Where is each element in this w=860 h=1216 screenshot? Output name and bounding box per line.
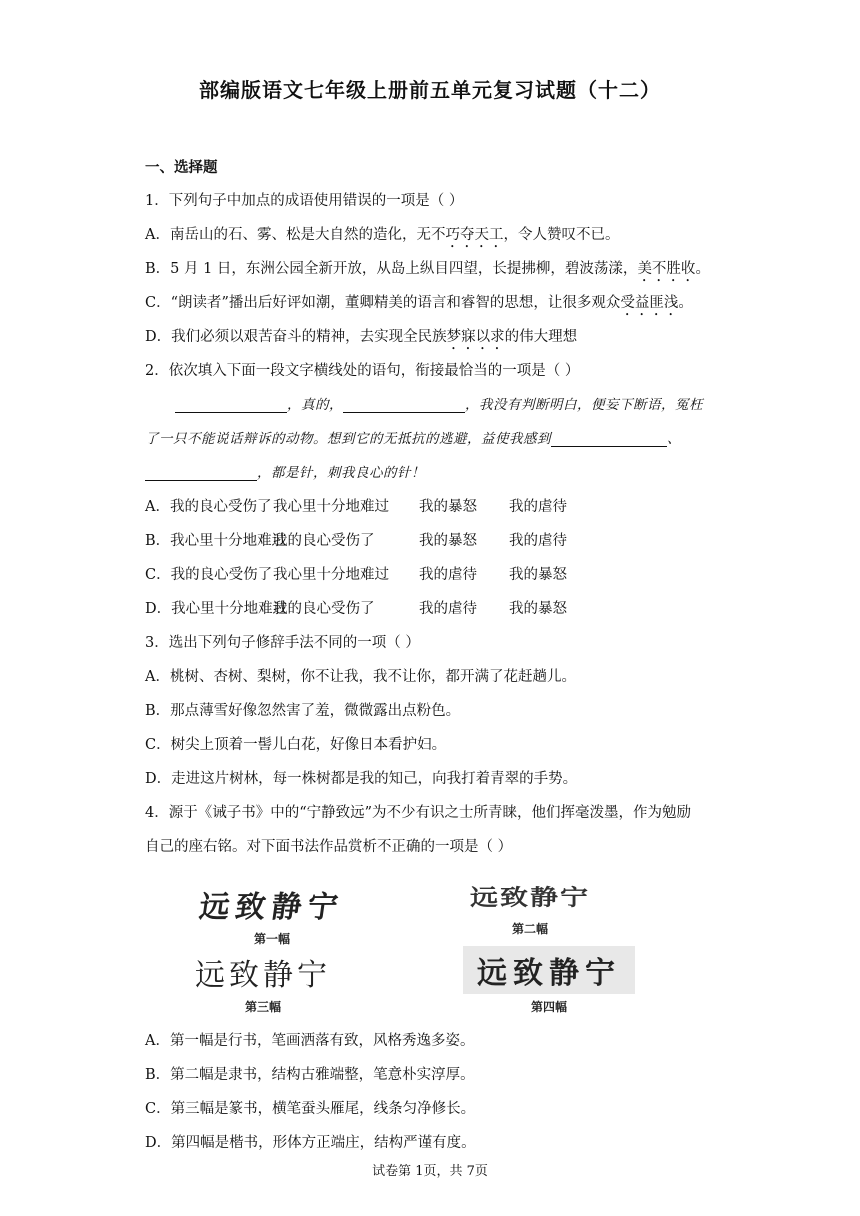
q2-option-d: D．我心里十分地难过我的良心受伤了 我的虐待 我的暴怒 [145,601,567,617]
calligraphy-panel-1: 远致静宁 第一幅 [197,890,346,946]
q2-option-a: A．我的良心受伤了 我心里十分地难过 我的暴怒 我的虐待 [145,499,567,515]
blank-2 [343,394,465,413]
q2-option-b: B．我心里十分地难过我的良心受伤了 我的暴怒 我的虐待 [145,533,567,549]
q4-option-a: A．第一幅是行书，笔画洒落有致，风格秀逸多姿。 [145,1033,475,1049]
dotted-idiom: 巧夺天工 [445,227,504,243]
q1-option-a: A．南岳山的石、雾、松是大自然的造化，无不巧夺天工，令人赞叹不已。 [145,227,620,243]
calligraphy-panel-4: 远致静宁 第四幅 [463,946,635,1015]
q3-option-a: A．桃树、杏树、梨树，你不让我，我不让你，都开满了花赶趟儿。 [145,669,576,685]
q3-option-b: B．那点薄雪好像忽然害了羞，微微露出点粉色。 [145,703,461,719]
calligraphy-panel-3: 远致静宁 第三幅 [195,958,331,1014]
calligraphy-panel-2: 远致静宁 第二幅 [470,884,591,936]
q4-stem-line2: 自己的座右铭。对下面书法作品赏析不正确的一项是（ ） [145,839,513,855]
q2-stem: 2．依次填入下面一段文字横线处的语句，衔接最恰当的一项是（ ） [145,363,580,379]
page-title: 部编版语文七年级上册前五单元复习试题（十二） [199,78,661,102]
q3-option-d: D．走进这片树林，每一株树都是我的知己，向我打着青翠的手势。 [145,771,578,787]
exam-content [145,152,725,1160]
q1-option-b: B．5 月 1 日，东洲公园全新开放，从岛上纵目四望，长提拂柳，碧波荡漾，美不胜收。 [145,261,710,277]
blank-1 [175,394,287,413]
dotted-idiom: 受益匪浅 [620,295,679,311]
q3-option-c: C．树尖上顶着一髻儿白花，好像日本看护妇。 [145,737,447,753]
blank-3 [551,428,667,447]
dotted-idiom: 梦寐以求 [446,329,505,345]
q3-stem: 3．选出下列句子修辞手法不同的一项（ ） [145,635,420,651]
section-heading: 一、选择题 [145,160,218,176]
q2-passage: ，真的， ，我没有判断明白，便妄下断语，冤枉 了一只不能说话辩诉的动物。想到它的无抵抗的逃避，益使我感到 、 ，都是针，刺我良心的针！ [145,388,725,490]
blank-4 [145,462,257,481]
q4-option-c: C．第三幅是篆书，横笔蚕头雁尾，线条匀净修长。 [145,1101,476,1117]
q1-stem: 1．下列句子中加点的成语使用错误的一项是（ ） [145,193,464,209]
dotted-idiom: 美不胜收 [637,261,696,277]
q1-option-c: C．“朗读者”播出后好评如潮，董卿精美的语言和睿智的思想，让很多观众受益匪浅。 [145,295,693,311]
q2-option-c: C．我的良心受伤了我心里十分地难过 我的虐待 我的暴怒 [145,567,567,583]
q4-stem-line1: 4．源于《诫子书》中的“宁静致远”为不少有识之士所青睐，他们挥毫泼墨，作为勉励 [145,805,692,821]
q4-option-b: B．第二幅是隶书，结构古雅端整，笔意朴实淳厚。 [145,1067,475,1083]
page-footer: 试卷第 1页，共 7页 [372,1164,488,1179]
q1-option-d: D．我们必须以艰苦奋斗的精神，去实现全民族梦寐以求的伟大理想 [145,329,578,345]
q4-option-d: D．第四幅是楷书，形体方正端庄，结构严谨有度。 [145,1135,476,1151]
calligraphy-image [145,864,725,1024]
